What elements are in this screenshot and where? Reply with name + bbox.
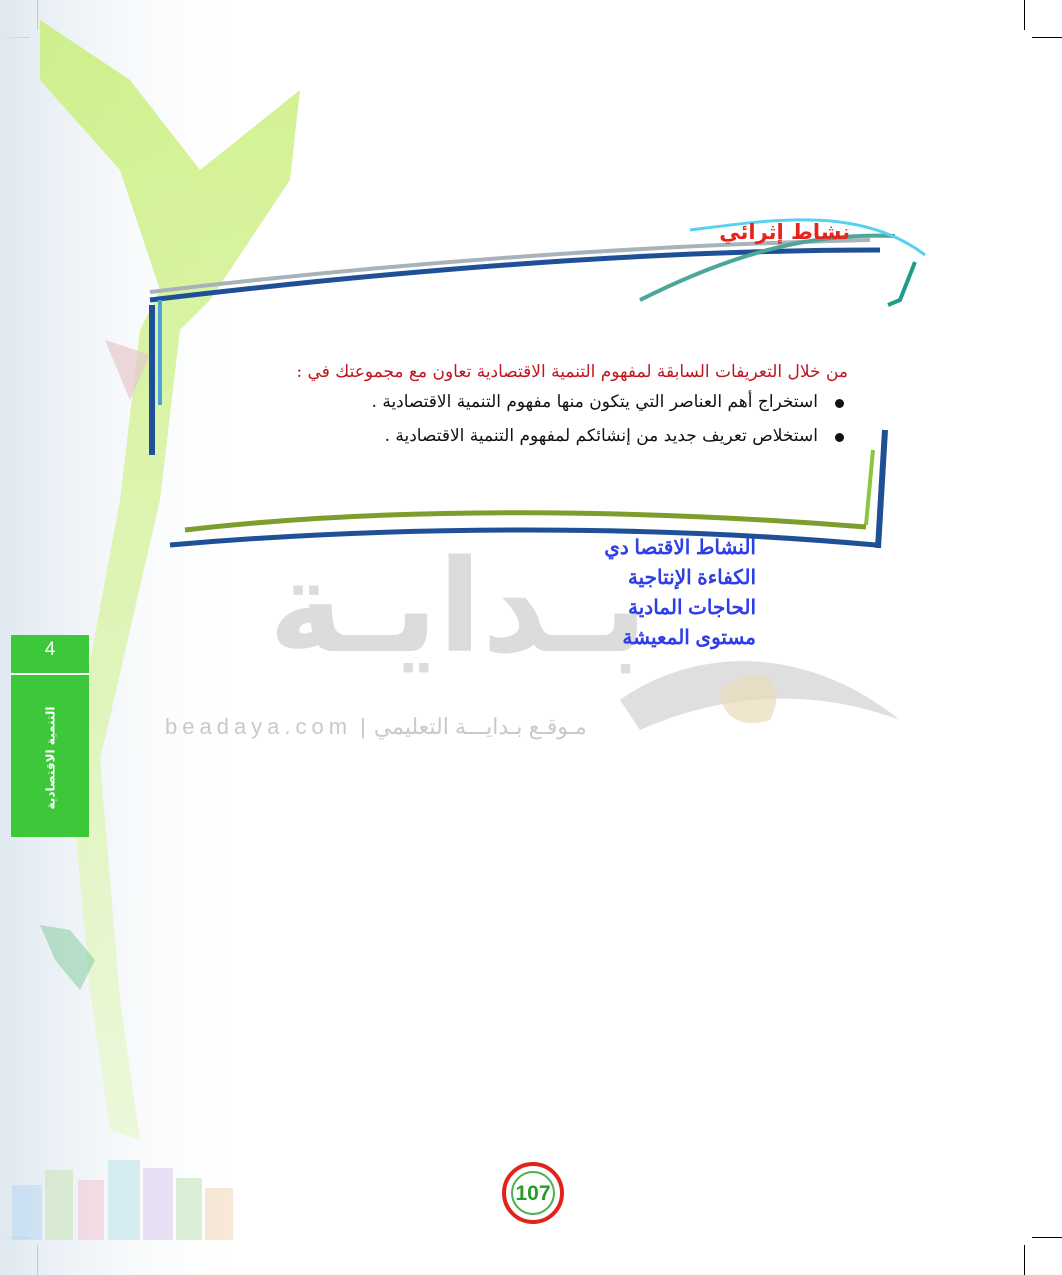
box-right-edge bbox=[878, 430, 885, 548]
term-item: الكفاءة الإنتاجية bbox=[627, 567, 756, 589]
chapter-tab bbox=[11, 635, 89, 837]
task-list bbox=[180, 392, 848, 446]
activity-box bbox=[180, 362, 848, 460]
watermark-site: beadaya.com bbox=[165, 714, 353, 739]
watermark-logo: بـدايـة bbox=[268, 533, 648, 682]
chapter-number: 4 bbox=[44, 639, 56, 660]
task-text: استخلاص تعريف جديد من إنشائكم لمفهوم التنمية الاقتصادية . bbox=[384, 426, 818, 446]
task-text: استخراج أهم العناصر التي يتكون منها مفهوم التنمية الاقتصادية . bbox=[371, 392, 818, 412]
chapter-label: التنمية الاقتصادية bbox=[43, 706, 58, 809]
page-number: 107 bbox=[515, 1182, 551, 1205]
ribbon-right-tip bbox=[888, 262, 915, 305]
list-item bbox=[180, 392, 848, 412]
term-item: النشاط الاقتصا دي bbox=[604, 537, 756, 559]
term-item: مستوى المعيشة bbox=[622, 627, 756, 649]
activity-title: نشاط إثرائي bbox=[719, 220, 850, 244]
bullet-icon bbox=[835, 399, 844, 408]
chapter-divider bbox=[11, 673, 89, 675]
watermark-tagline: مـوقـع بـدايـــة التعليمي bbox=[373, 714, 587, 739]
key-terms bbox=[520, 533, 756, 653]
bullet-icon bbox=[835, 433, 844, 442]
watermark-separator: | bbox=[360, 714, 366, 739]
term-item: الحاجات المادية bbox=[628, 597, 756, 619]
box-right-edge-green bbox=[866, 450, 873, 525]
activity-intro: من خلال التعريفات السابقة لمفهوم التنمية الاقتصادية تعاون مع مجموعتك في : bbox=[296, 362, 848, 382]
page-number-badge bbox=[502, 1162, 564, 1224]
list-item bbox=[180, 426, 848, 446]
watermark-caption bbox=[165, 714, 665, 740]
chapter-label-wrap bbox=[33, 685, 67, 830]
